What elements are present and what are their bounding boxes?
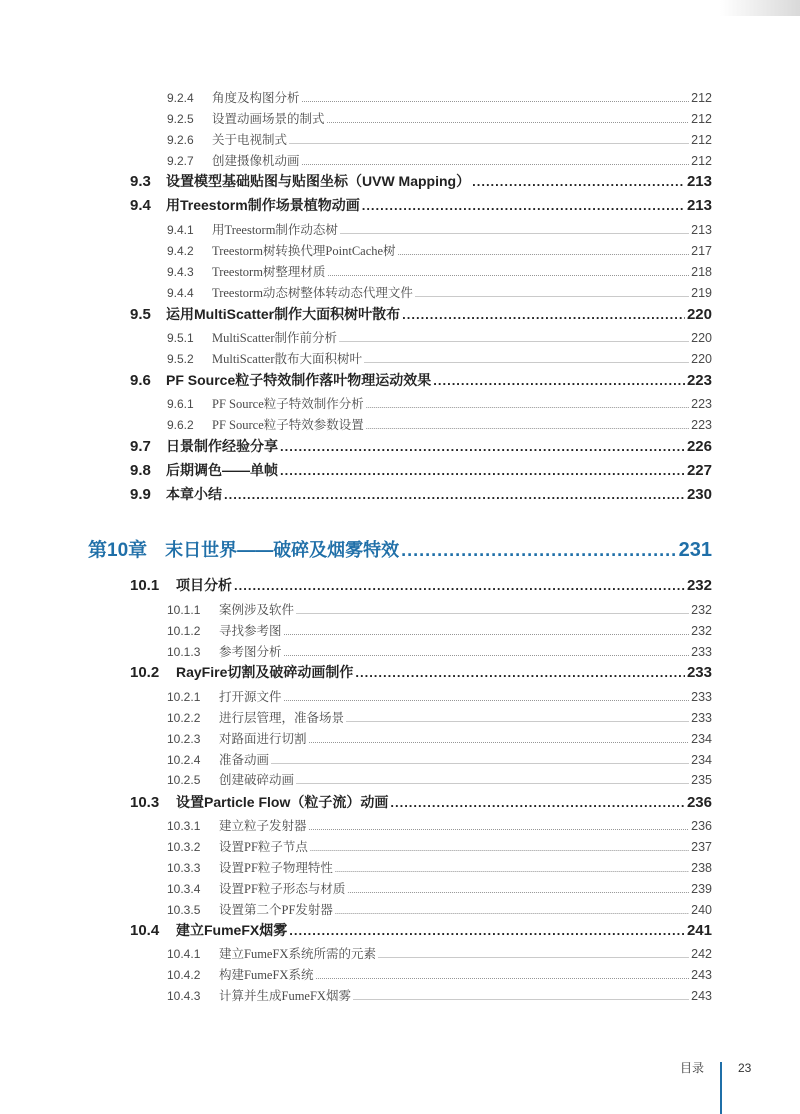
entry-number: 10.3.4 (167, 882, 201, 896)
entry-number: 10.3.3 (167, 861, 201, 875)
footer-section-label: 目录 (680, 1061, 705, 1075)
entry-page: 235 (691, 773, 712, 787)
entry-title: 准备动画 (219, 753, 270, 767)
leader-dots (327, 116, 690, 125)
entry-number: 10.3.1 (167, 819, 201, 833)
entry-number: 10.2.5 (167, 773, 201, 787)
entry-page: 220 (691, 352, 712, 366)
entry-title: 本章小结 (166, 486, 222, 502)
entry-title: PF Source粒子特效参数设置 (212, 418, 364, 432)
leader-dots (296, 607, 689, 616)
leader-dots (302, 95, 690, 104)
entry-title: 寻找参考图 (219, 624, 282, 638)
toc-subsection[interactable] (167, 708, 712, 729)
leader-dots (364, 356, 689, 365)
entry-title: 建立粒子发射器 (219, 819, 307, 833)
entry-page: 232 (691, 624, 712, 638)
entry-page: 234 (691, 732, 712, 746)
entry-page: 233 (691, 690, 712, 704)
entry-page: 236 (686, 794, 712, 811)
entry-title: 创建摄像机动画 (212, 154, 300, 168)
entry-number: 10.1.1 (167, 603, 201, 617)
entry-number: 9.5 (130, 306, 151, 323)
leader-dots (340, 227, 689, 236)
entry-page: 220 (691, 331, 712, 345)
entry-number: 9.2.4 (167, 91, 194, 105)
leader-dots (224, 487, 685, 502)
leader-dots (433, 373, 685, 388)
toc-section[interactable] (130, 436, 712, 460)
entry-title: 设置第二个PF发射器 (219, 903, 333, 917)
toc-subsection[interactable] (167, 729, 712, 750)
leader-dots (335, 907, 689, 916)
entry-title: MultiScatter制作前分析 (212, 331, 337, 345)
leader-dots (346, 715, 689, 724)
entry-number: 9.4.1 (167, 223, 194, 237)
leader-dots (284, 694, 690, 703)
entry-title: 用Treestorm制作场景植物动画 (166, 197, 360, 213)
leader-dots (284, 649, 690, 658)
toc-subsection[interactable] (167, 328, 712, 349)
leader-dots (378, 951, 689, 960)
leader-dots (284, 628, 690, 637)
entry-page: 217 (691, 244, 712, 258)
toc-section[interactable] (130, 195, 712, 219)
leader-dots (402, 307, 685, 322)
entry-number: 10.1.2 (167, 624, 201, 638)
toc-subsection[interactable] (167, 130, 712, 151)
entry-page: 219 (691, 286, 712, 300)
entry-title: 设置PF粒子形态与材质 (219, 882, 346, 896)
leader-dots (415, 290, 689, 299)
entry-number: 10.1 (130, 577, 160, 594)
toc-subsection[interactable] (167, 415, 712, 436)
entry-number: 10.1.3 (167, 645, 201, 659)
entry-page: 220 (686, 306, 712, 323)
leader-dots (310, 844, 689, 853)
entry-title: Treestorm树整理材质 (212, 265, 326, 279)
entry-page: 234 (691, 753, 712, 767)
leader-dots (296, 777, 689, 786)
entry-number: 9.5.2 (167, 352, 194, 366)
entry-title: Treestorm树转换代理PointCache树 (212, 244, 396, 258)
entry-page: 242 (691, 947, 712, 961)
entry-number: 9.6 (130, 372, 151, 389)
entry-title: 计算并生成FumeFX烟雾 (219, 989, 351, 1003)
entry-page: 223 (691, 397, 712, 411)
toc-section[interactable] (130, 370, 712, 394)
leader-dots (353, 993, 689, 1002)
entry-page: 218 (691, 265, 712, 279)
toc-subsection[interactable] (167, 600, 712, 621)
entry-number: 9.2.5 (167, 112, 194, 126)
entry-page: 241 (686, 922, 712, 939)
entry-number: 10.2.2 (167, 711, 201, 725)
entry-title: 进行层管理，准备场景 (219, 711, 345, 725)
entry-number: 9.3 (130, 173, 151, 190)
entry-page: 230 (686, 486, 712, 503)
entry-page: 231 (678, 539, 712, 561)
entry-title: 用Treestorm制作动态树 (212, 223, 338, 237)
entry-number: 9.2.7 (167, 154, 194, 168)
toc-subsection[interactable] (167, 109, 712, 130)
entry-page: 226 (686, 438, 712, 455)
toc-section[interactable] (130, 920, 712, 944)
entry-number: 9.4.4 (167, 286, 194, 300)
entry-title: 参考图分析 (219, 645, 282, 659)
leader-dots (390, 795, 685, 810)
entry-number: 第10章 (88, 540, 148, 561)
entry-number: 9.5.1 (167, 331, 194, 345)
entry-title: MultiScatter散布大面积树叶 (212, 352, 362, 366)
leader-dots (366, 422, 689, 431)
leader-dots (398, 248, 690, 257)
leader-dots (347, 886, 689, 895)
entry-page: 213 (686, 173, 712, 190)
toc-subsection[interactable] (167, 283, 712, 304)
entry-title: 设置PF粒子节点 (219, 840, 308, 854)
toc-subsection[interactable] (167, 151, 712, 172)
toc-section[interactable] (130, 304, 712, 328)
entry-number: 9.2.6 (167, 133, 194, 147)
leader-dots (315, 972, 689, 981)
entry-number: 9.6.2 (167, 418, 194, 432)
toc-section[interactable] (130, 484, 712, 508)
entry-page: 212 (691, 154, 712, 168)
leader-dots (309, 736, 690, 745)
leader-dots (289, 923, 685, 938)
entry-page: 212 (691, 133, 712, 147)
entry-page: 243 (691, 989, 712, 1003)
toc-subsection[interactable] (167, 900, 712, 921)
entry-number: 9.4.2 (167, 244, 194, 258)
entry-title: 设置Particle Flow（粒子流）动画 (176, 794, 389, 810)
toc-subsection[interactable] (167, 770, 712, 791)
entry-title: 设置模型基础贴图与贴图坐标（UVW Mapping） (166, 173, 471, 189)
leader-dots (289, 137, 689, 146)
toc-section[interactable] (130, 460, 712, 484)
toc-subsection[interactable] (167, 986, 712, 1007)
entry-title: 对路面进行切割 (219, 732, 307, 746)
leader-dots (302, 158, 690, 167)
entry-title: 创建破碎动画 (219, 773, 295, 787)
leader-dots (362, 198, 685, 213)
entry-title: 项目分析 (176, 577, 232, 593)
entry-page: 212 (691, 91, 712, 105)
entry-number: 9.6.1 (167, 397, 194, 411)
entry-page: 212 (691, 112, 712, 126)
entry-page: 233 (691, 645, 712, 659)
leader-dots (472, 174, 685, 189)
entry-number: 10.4.3 (167, 989, 201, 1003)
entry-page: 232 (686, 577, 712, 594)
entry-page: 227 (686, 462, 712, 479)
toc-subsection[interactable] (167, 879, 712, 900)
entry-page: 233 (686, 664, 712, 681)
toc-subsection[interactable] (167, 642, 712, 663)
toc-subsection[interactable] (167, 858, 712, 879)
entry-page: 243 (691, 968, 712, 982)
entry-title: 设置PF粒子物理特性 (219, 861, 333, 875)
entry-page: 213 (691, 223, 712, 237)
leader-dots (366, 401, 689, 410)
toc-subsection[interactable] (167, 262, 712, 283)
entry-title: 建立FumeFX系统所需的元素 (219, 947, 376, 961)
entry-title: 运用MultiScatter制作大面积树叶散布 (166, 306, 401, 322)
leader-dots (280, 439, 685, 454)
toc-subsection[interactable] (167, 750, 712, 771)
entry-number: 9.9 (130, 486, 151, 503)
entry-number: 9.7 (130, 438, 151, 455)
entry-number: 10.2 (130, 664, 160, 681)
entry-number: 10.4.2 (167, 968, 201, 982)
leader-dots (339, 335, 689, 344)
toc-section[interactable] (130, 792, 712, 816)
entry-title: 建立FumeFX烟雾 (176, 922, 288, 938)
toc-subsection[interactable] (167, 816, 712, 837)
entry-number: 10.3 (130, 794, 160, 811)
leader-dots (280, 463, 685, 478)
toc-subsection[interactable] (167, 944, 712, 965)
entry-page: 238 (691, 861, 712, 875)
entry-number: 9.4.3 (167, 265, 194, 279)
entry-page: 233 (691, 711, 712, 725)
entry-number: 10.4 (130, 922, 160, 939)
leader-dots (234, 578, 685, 593)
entry-page: 237 (691, 840, 712, 854)
entry-number: 10.2.4 (167, 753, 201, 767)
toc-subsection[interactable] (167, 687, 712, 708)
toc-subsection[interactable] (167, 965, 712, 986)
entry-number: 10.2.1 (167, 690, 201, 704)
entry-page: 240 (691, 903, 712, 917)
entry-page: 223 (686, 372, 712, 389)
entry-title: 日景制作经验分享 (166, 438, 278, 454)
entry-title: Treestorm动态树整体转动态代理文件 (212, 286, 413, 300)
entry-title: 角度及构图分析 (212, 91, 300, 105)
entry-number: 10.4.1 (167, 947, 201, 961)
entry-title: 案例涉及软件 (219, 603, 295, 617)
toc-section[interactable] (130, 171, 712, 195)
entry-title: PF Source粒子特效制作分析 (212, 397, 364, 411)
page-corner-shade (720, 0, 800, 16)
entry-page: 223 (691, 418, 712, 432)
toc-subsection[interactable] (167, 837, 712, 858)
toc-section[interactable] (130, 575, 712, 599)
entry-number: 10.3.2 (167, 840, 201, 854)
entry-number: 10.2.3 (167, 732, 201, 746)
entry-page: 232 (691, 603, 712, 617)
entry-number: 9.4 (130, 197, 151, 214)
entry-title: RayFire切割及破碎动画制作 (176, 664, 354, 680)
entry-title: 末日世界——破碎及烟雾特效 (165, 540, 400, 560)
toc-subsection[interactable] (167, 88, 712, 109)
footer-page-number: 23 (738, 1061, 752, 1075)
toc-subsection[interactable] (167, 621, 712, 642)
leader-dots (355, 665, 685, 680)
toc-subsection[interactable] (167, 220, 712, 241)
entry-title: 后期调色——单帧 (166, 462, 278, 478)
leader-dots (309, 823, 690, 832)
footer-divider (720, 1062, 722, 1114)
entry-title: PF Source粒子特效制作落叶物理运动效果 (166, 372, 432, 388)
leader-dots (401, 540, 676, 561)
entry-title: 设置动画场景的制式 (212, 112, 325, 126)
toc-subsection[interactable] (167, 241, 712, 262)
entry-page: 213 (686, 197, 712, 214)
toc-chapter[interactable] (88, 535, 712, 565)
entry-page: 239 (691, 882, 712, 896)
entry-number: 9.8 (130, 462, 151, 479)
toc-subsection[interactable] (167, 349, 712, 370)
leader-dots (271, 757, 689, 766)
toc-section[interactable] (130, 662, 712, 686)
entry-page: 236 (691, 819, 712, 833)
entry-title: 关于电视制式 (212, 133, 288, 147)
entry-number: 10.3.5 (167, 903, 201, 917)
leader-dots (335, 865, 689, 874)
entry-title: 打开源文件 (219, 690, 282, 704)
entry-title: 构建FumeFX系统 (219, 968, 314, 982)
leader-dots (327, 269, 689, 278)
toc-subsection[interactable] (167, 394, 712, 415)
